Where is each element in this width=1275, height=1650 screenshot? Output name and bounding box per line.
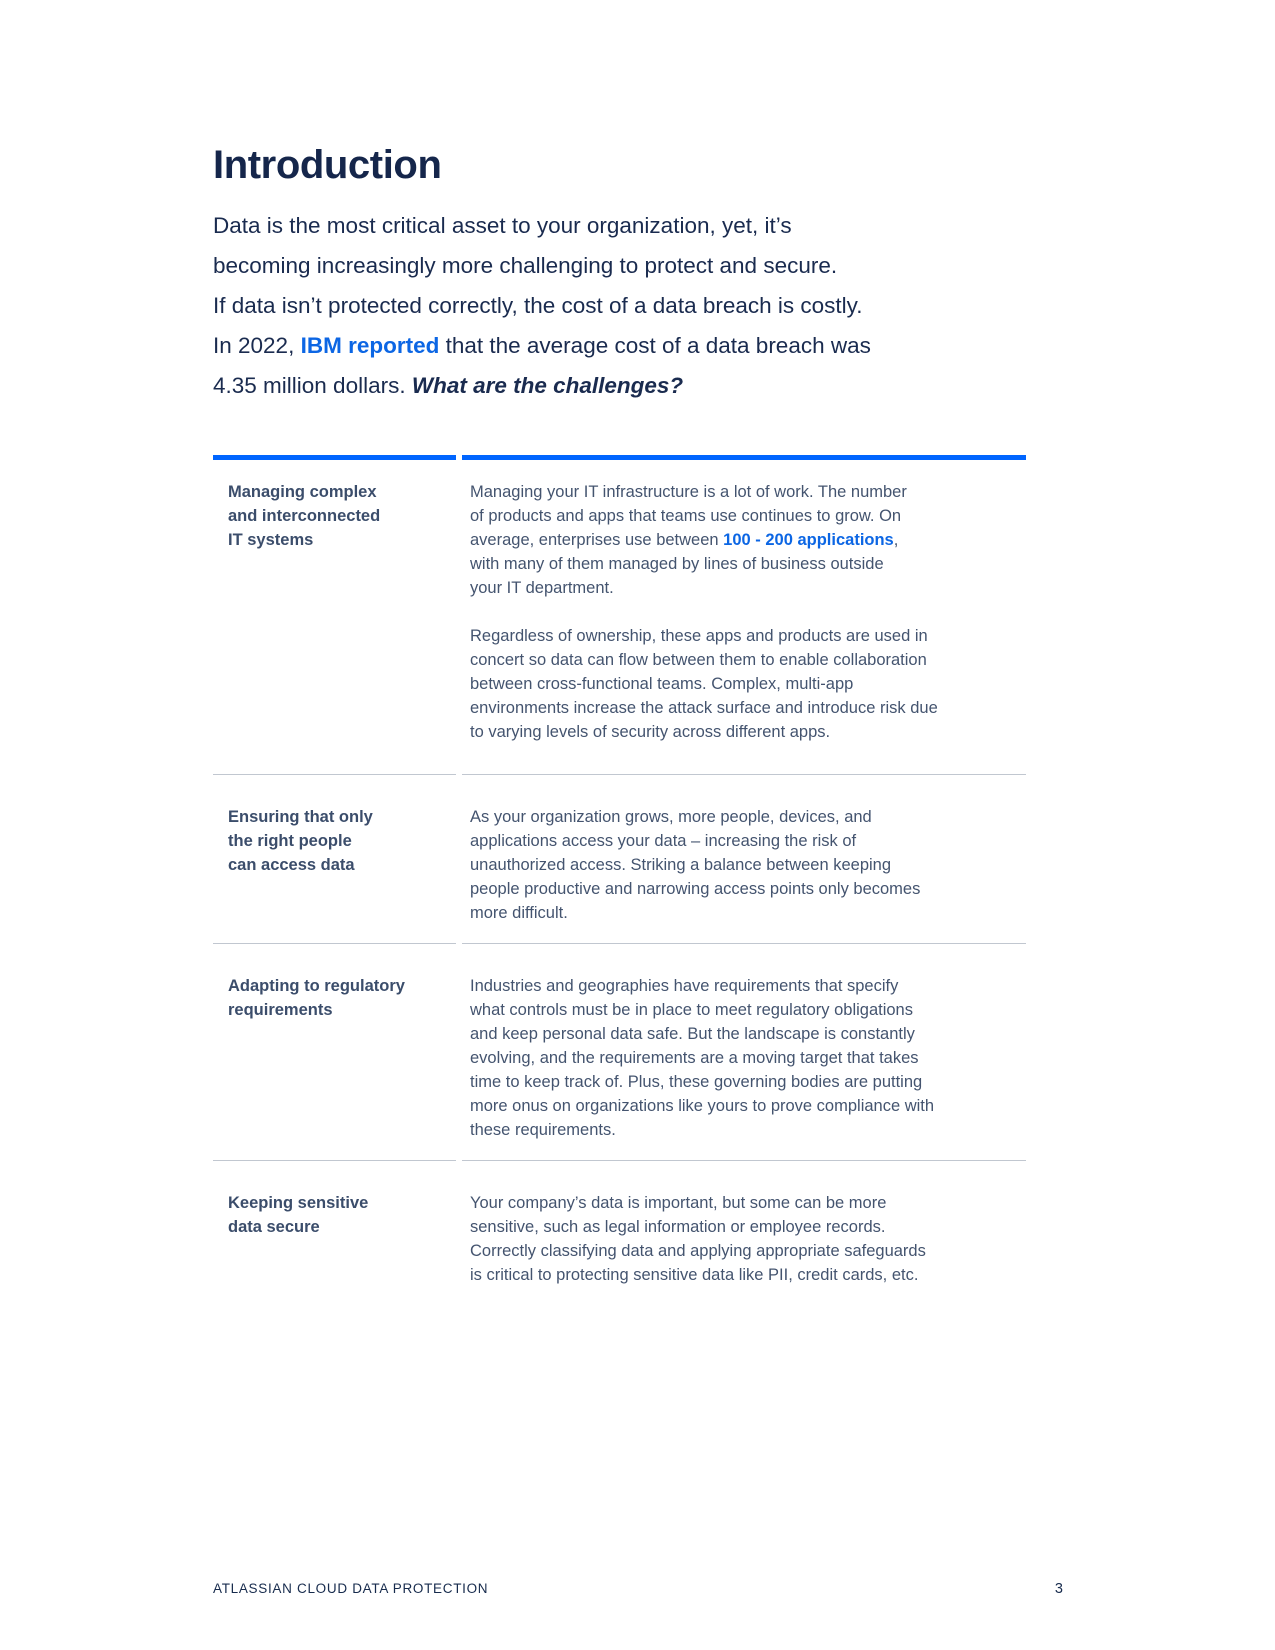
row-label-line: data secure	[228, 1218, 320, 1236]
row-description	[462, 943, 1026, 1160]
row-label-line: Adapting to regulatory	[228, 977, 405, 995]
row-label-line: Managing complex	[228, 483, 377, 501]
row-label-line: Ensuring that only	[228, 808, 373, 826]
text-segment: between cross-functional teams. Complex, multi-app	[470, 675, 854, 693]
intro-line	[213, 206, 1026, 246]
row-label	[213, 774, 456, 943]
text-segment: Data is the most critical asset to your organization, yet, it’s	[213, 213, 792, 238]
text-segment: to varying levels of security across different apps.	[470, 723, 831, 741]
description-line	[470, 696, 1026, 720]
intro-line	[213, 326, 1026, 366]
description-line	[470, 504, 1026, 528]
description-line	[470, 528, 1026, 552]
text-segment: time to keep track of. Plus, these governing bodies are putting	[470, 1073, 923, 1091]
text-segment: applications access your data – increasing the risk of	[470, 832, 857, 850]
row-description	[462, 1160, 1026, 1305]
challenges-table	[213, 455, 1026, 1305]
table-row	[213, 1160, 1026, 1305]
text-segment: unauthorized access. Striking a balance between keeping	[470, 856, 892, 874]
footer-document-title: ATLASSIAN CLOUD DATA PROTECTION	[213, 1581, 489, 1596]
description-line	[470, 1215, 1026, 1239]
description-line	[470, 1239, 1026, 1263]
text-segment: evolving, and the requirements are a moving target that takes	[470, 1049, 919, 1067]
description-line	[470, 720, 1026, 744]
description-line	[470, 1070, 1026, 1094]
text-segment: these requirements.	[470, 1121, 616, 1139]
text-segment: As your organization grows, more people, devices, and	[470, 808, 872, 826]
table-row	[213, 455, 1026, 774]
row-label-line: IT systems	[228, 531, 314, 549]
description-line	[470, 974, 1026, 998]
row-label-line: requirements	[228, 1001, 333, 1019]
text-segment: If data isn’t protected correctly, the cost of a data breach is costly.	[213, 293, 863, 318]
text-segment: and keep personal data safe. But the landscape is constantly	[470, 1025, 915, 1043]
text-segment: your IT department.	[470, 579, 614, 597]
table-row	[213, 943, 1026, 1160]
text-segment: ,	[893, 531, 899, 549]
page-content	[213, 142, 1026, 1305]
text-segment: is critical to protecting sensitive data like PII, credit cards, etc.	[470, 1266, 919, 1284]
row-description	[462, 774, 1026, 943]
text-segment: 4.35 million dollars.	[213, 373, 412, 398]
text-segment: What are the challenges?	[411, 373, 684, 398]
text-segment: that the average cost of a data breach was	[439, 333, 871, 358]
page-title: Introduction	[213, 143, 442, 187]
text-segment: of products and apps that teams use continues to grow. On	[470, 507, 902, 525]
text-segment: more difficult.	[470, 904, 568, 922]
text-segment: Industries and geographies have requirements that specify	[470, 977, 899, 995]
row-label-line: the right people	[228, 832, 352, 850]
description-line	[470, 480, 1026, 504]
row-description	[462, 455, 1026, 774]
ibm-reported-link[interactable]: IBM reported	[300, 333, 440, 358]
text-segment: In 2022,	[213, 333, 301, 358]
description-line	[470, 877, 1026, 901]
text-segment: people productive and narrowing access points only becomes	[470, 880, 921, 898]
description-line	[470, 672, 1026, 696]
footer	[213, 1581, 1063, 1597]
row-label-line: can access data	[228, 856, 355, 874]
row-label	[213, 943, 456, 1160]
row-label	[213, 1160, 456, 1305]
description-line	[470, 624, 1026, 648]
description-paragraph	[470, 624, 1026, 744]
intro-line	[213, 286, 1026, 326]
description-line	[470, 805, 1026, 829]
description-line	[470, 1046, 1026, 1070]
text-segment: what controls must be in place to meet regulatory obligations	[470, 1001, 913, 1019]
row-label-line: Keeping sensitive	[228, 1194, 369, 1212]
row-label-line: and interconnected	[228, 507, 381, 525]
description-paragraph	[470, 974, 1026, 1142]
description-line	[470, 648, 1026, 672]
description-line	[470, 552, 1026, 576]
description-line	[470, 998, 1026, 1022]
intro-line	[213, 246, 1026, 286]
text-segment: Regardless of ownership, these apps and products are used in	[470, 627, 928, 645]
description-paragraph	[470, 1191, 1026, 1287]
description-line	[470, 1022, 1026, 1046]
text-segment: Managing your IT infrastructure is a lot of work. The number	[470, 483, 907, 501]
description-paragraph	[470, 805, 1026, 925]
text-segment: sensitive, such as legal information or employee records.	[470, 1218, 886, 1236]
text-segment: Your company’s data is important, but some can be more	[470, 1194, 887, 1212]
text-segment: with many of them managed by lines of business outside	[470, 555, 884, 573]
intro-line	[213, 366, 1026, 406]
description-line	[470, 829, 1026, 853]
text-segment: environments increase the attack surface and introduce risk due	[470, 699, 938, 717]
intro-paragraph	[213, 206, 1026, 406]
description-line	[470, 901, 1026, 925]
applications-link[interactable]: 100 - 200 applications	[723, 531, 894, 549]
text-segment: becoming increasingly more challenging to protect and secure.	[213, 253, 838, 278]
text-segment: more onus on organizations like yours to prove compliance with	[470, 1097, 935, 1115]
text-segment: Correctly classifying data and applying appropriate safeguards	[470, 1242, 926, 1260]
description-line	[470, 1094, 1026, 1118]
text-segment: concert so data can flow between them to enable collaboration	[470, 651, 927, 669]
description-paragraph	[470, 480, 1026, 600]
description-line	[470, 1191, 1026, 1215]
page-number: 3	[1054, 1581, 1063, 1597]
text-segment: average, enterprises use between	[470, 531, 724, 549]
row-label	[213, 455, 456, 774]
description-line	[470, 853, 1026, 877]
description-line	[470, 1118, 1026, 1142]
description-line	[470, 576, 1026, 600]
description-line	[470, 1263, 1026, 1287]
table-row	[213, 774, 1026, 943]
